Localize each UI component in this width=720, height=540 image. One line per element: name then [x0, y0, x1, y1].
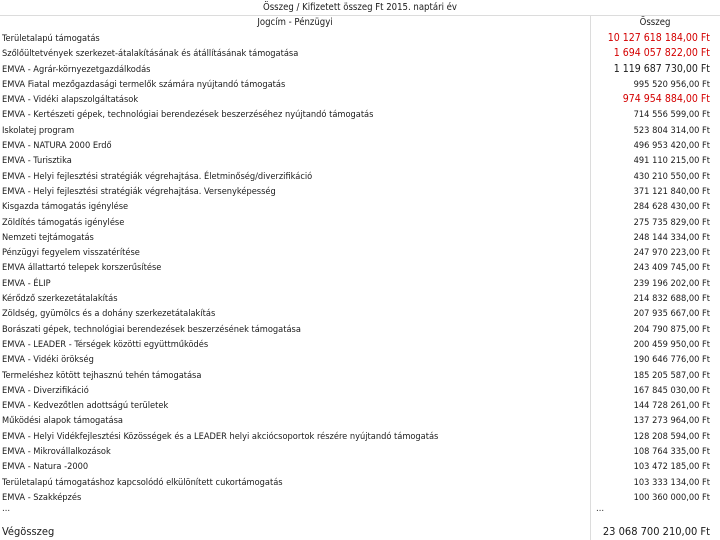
row-value: 714 556 599,00 Ft — [633, 109, 710, 121]
row-name: Pénzügyi fegyelem visszatérítése — [2, 247, 140, 259]
table-row[interactable] — [0, 245, 720, 260]
table-row[interactable] — [0, 383, 720, 398]
row-value: 100 360 000,00 Ft — [633, 491, 710, 503]
row-name: Szőlőültetvények szerkezet-átalakításának és átállításának támogatása — [2, 48, 299, 60]
table-row[interactable] — [0, 291, 720, 306]
table-row[interactable] — [0, 444, 720, 459]
row-value: 10 127 618 184,00 Ft — [607, 32, 710, 44]
row-name: EMVA - Diverzifikáció — [2, 384, 89, 396]
table-row[interactable] — [0, 123, 720, 138]
row-value: 190 646 776,00 Ft — [633, 354, 710, 366]
row-value: 128 208 594,00 Ft — [633, 430, 710, 442]
row-value: 371 121 840,00 Ft — [633, 185, 710, 197]
row-name: Nemzeti tejtámogatás — [2, 231, 94, 243]
row-value: 137 273 964,00 Ft — [633, 415, 710, 427]
table-row[interactable] — [0, 230, 720, 245]
table-row[interactable] — [0, 215, 720, 230]
row-value: 284 628 430,00 Ft — [633, 201, 710, 213]
row-name: Kisgazda támogatás igénylése — [2, 201, 129, 213]
header-row — [0, 15, 720, 31]
row-name: EMVA - Helyi Vidékfejlesztési Közösségek és a LEADER helyi akciócsoportok részére nyújtandó támogatás — [2, 430, 439, 442]
table-title: Összeg / Kifizetett összeg Ft 2015. naptári év — [0, 0, 720, 16]
ellipsis-right: … — [596, 504, 605, 514]
table-row[interactable] — [0, 368, 720, 383]
table-row[interactable] — [0, 62, 720, 77]
row-name: Borászati gépek, technológiai berendezések beszerzésének támogatása — [2, 323, 301, 335]
row-name: EMVA - NATURA 2000 Erdő — [2, 140, 112, 152]
row-value: 144 728 261,00 Ft — [633, 400, 710, 412]
row-name: EMVA Fiatal mezőgazdasági termelők számára nyújtandó támogatás — [2, 78, 286, 90]
row-name: EMVA - ÉLIP — [2, 277, 51, 289]
row-value: 103 333 134,00 Ft — [633, 476, 710, 488]
row-name: Iskolatej program — [2, 124, 75, 136]
table-row[interactable] — [0, 337, 720, 352]
row-value: 185 205 587,00 Ft — [633, 369, 710, 381]
total-row — [0, 524, 720, 540]
row-name: Zöldítés támogatás igénylése — [2, 216, 125, 228]
row-value: 1 119 687 730,00 Ft — [613, 62, 710, 75]
row-value: 995 520 956,00 Ft — [633, 78, 710, 90]
row-value: 275 735 829,00 Ft — [633, 216, 710, 228]
row-value: 204 790 875,00 Ft — [633, 323, 710, 335]
data-rows — [0, 31, 720, 505]
row-value: 247 970 223,00 Ft — [633, 247, 710, 259]
row-name: Termeléshez kötött tejhasznú tehén támogatása — [2, 369, 202, 381]
table-row[interactable] — [0, 92, 720, 107]
table-row[interactable] — [0, 260, 720, 275]
row-name: Kérődző szerkezetátalakítás — [2, 293, 118, 305]
table-row[interactable] — [0, 276, 720, 291]
row-name: EMVA - Helyi fejlesztési stratégiák végrehajtása. Életminőség/diverzifikáció — [2, 170, 313, 182]
row-name: EMVA - Mikrovállalkozások — [2, 446, 111, 458]
row-name: EMVA - Vidéki alapszolgáltatások — [2, 94, 139, 106]
row-value: 239 196 202,00 Ft — [633, 277, 710, 289]
row-value: 523 804 314,00 Ft — [633, 124, 710, 136]
row-value: 108 764 335,00 Ft — [633, 446, 710, 458]
row-value: 974 954 884,00 Ft — [622, 93, 710, 106]
table-row[interactable] — [0, 153, 720, 168]
row-value: 496 953 420,00 Ft — [633, 140, 710, 152]
row-value: 207 935 667,00 Ft — [633, 308, 710, 320]
table-row[interactable] — [0, 199, 720, 214]
ellipsis-row — [0, 502, 720, 516]
table-row[interactable] — [0, 184, 720, 199]
row-value: 214 832 688,00 Ft — [633, 293, 710, 305]
table-row[interactable] — [0, 459, 720, 474]
row-name: EMVA - Vidéki örökség — [2, 354, 94, 366]
row-name: EMVA - Turisztika — [2, 155, 72, 167]
row-name: EMVA - Kertészeti gépek, technológiai berendezések beszerzéséhez nyújtandó támogatás — [2, 109, 374, 121]
table-row[interactable] — [0, 306, 720, 321]
table-row[interactable] — [0, 107, 720, 122]
ellipsis-left: … — [2, 504, 11, 514]
row-name: EMVA - Kedvezőtlen adottságú területek — [2, 400, 169, 412]
table-row[interactable] — [0, 46, 720, 61]
table-row[interactable] — [0, 77, 720, 92]
table-row[interactable] — [0, 138, 720, 153]
row-name: EMVA - LEADER - Térségek közötti együttműködés — [2, 338, 209, 350]
row-value: 243 409 745,00 Ft — [633, 262, 710, 274]
row-name: Működési alapok támogatása — [2, 415, 123, 427]
row-name: EMVA - Helyi fejlesztési stratégiák végrehajtása. Versenyképesség — [2, 185, 276, 197]
row-value: 200 459 950,00 Ft — [633, 338, 710, 350]
total-label: Végösszeg — [2, 525, 55, 538]
row-name: EMVA - Szakképzés — [2, 491, 82, 503]
header-name-column[interactable]: Jogcím - Pénzügyi — [257, 17, 333, 28]
row-value: 167 845 030,00 Ft — [633, 384, 710, 396]
row-name: EMVA - Agrár-környezetgazdálkodás — [2, 63, 151, 75]
row-name: EMVA - Natura -2000 — [2, 461, 89, 473]
table-row[interactable] — [0, 398, 720, 413]
header-value-column[interactable]: Összeg — [639, 17, 671, 28]
row-value: 491 110 215,00 Ft — [633, 155, 710, 167]
row-name: Zöldség, gyümölcs és a dohány szerkezetátalakítás — [2, 308, 216, 320]
table-row[interactable] — [0, 429, 720, 444]
table-row[interactable] — [0, 413, 720, 428]
table-row[interactable] — [0, 352, 720, 367]
row-value: 103 472 185,00 Ft — [633, 461, 710, 473]
row-name: EMVA állattartó telepek korszerűsítése — [2, 262, 162, 274]
row-value: 1 694 057 822,00 Ft — [613, 47, 710, 60]
table-row[interactable] — [0, 475, 720, 490]
row-name: Területalapú támogatáshoz kapcsolódó elkülönített cukortámogatás — [2, 476, 283, 488]
table-row[interactable] — [0, 322, 720, 337]
table-row[interactable] — [0, 169, 720, 184]
row-name: Területalapú támogatás — [2, 33, 100, 44]
row-value: 430 210 550,00 Ft — [633, 170, 710, 182]
table-row[interactable] — [0, 31, 720, 46]
row-value: 248 144 334,00 Ft — [633, 231, 710, 243]
total-value: 23 068 700 210,00 Ft — [602, 525, 710, 538]
